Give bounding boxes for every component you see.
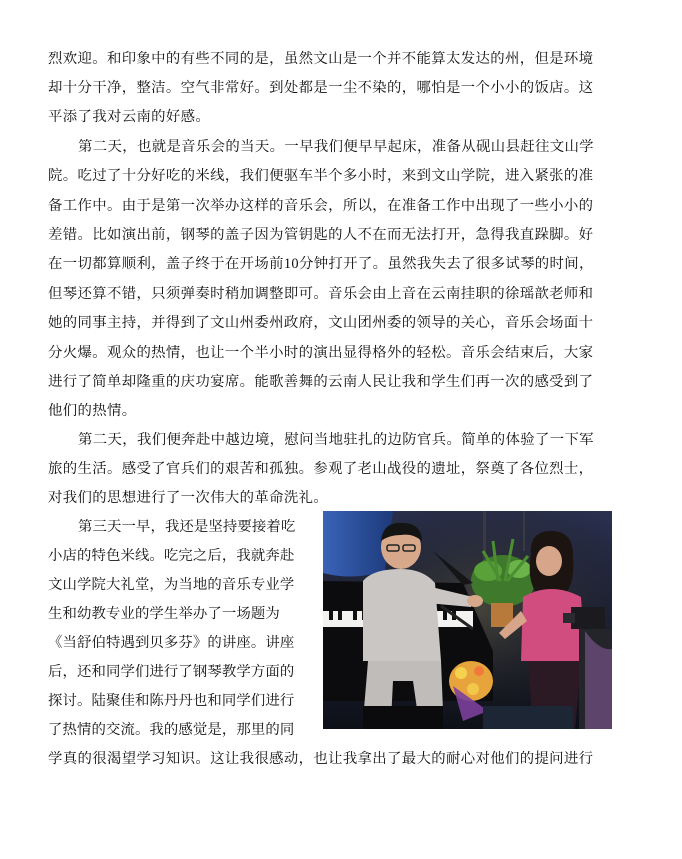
text-line: 却十分干净，整洁。空气非常好。到处都是一尘不染的，哪怕是一个小小的饭店。这 bbox=[48, 80, 594, 96]
text-line: 探讨。陆聚佳和陈丹丹也和同学们进行 bbox=[48, 693, 295, 709]
text-line: 院。吃过了十分好吃的米线，我们便驱车半个多小时，来到文山学院，进入紧张的准 bbox=[48, 168, 594, 184]
text-line: 平添了我对云南的好感。 bbox=[48, 109, 211, 125]
text-line: 第二天，也就是音乐会的当天。一早我们便早早起床，准备从砚山县赶往文山学 bbox=[78, 139, 594, 155]
text-line: 他们的热情。 bbox=[48, 403, 137, 419]
text-line: 生和幼教专业的学生举办了一场题为 bbox=[48, 606, 280, 622]
text-line: 文山学院大礼堂，为当地的音乐专业学 bbox=[48, 577, 295, 593]
lecture-photo bbox=[323, 511, 612, 729]
text-line: 进行了简单却隆重的庆功宴席。能歌善舞的云南人民让我和学生们再一次的感受到了 bbox=[48, 374, 594, 390]
text-line bbox=[48, 250, 594, 279]
text-line: 备工作中。由于是第一次举办这样的音乐会，所以，在准备工作中出现了一些小小的 bbox=[48, 198, 594, 214]
text-line: 烈欢迎。和印象中的有些不同的是，虽然文山是一个并不能算太发达的州，但是环境 bbox=[48, 51, 594, 67]
text-segment: 分钟打开了。虽然我失去了很多试琴的时间， bbox=[298, 256, 594, 272]
text-line: 第三天一早，我还是坚持要接着吃 bbox=[78, 519, 296, 535]
text-line: 旅的生活。感受了官兵们的艰苦和孤独。参观了老山战役的遗址，祭奠了各位烈士， bbox=[48, 461, 594, 477]
text-line: 小店的特色米线。吃完之后，我就奔赴 bbox=[48, 548, 295, 564]
text-line: 《当舒伯特遇到贝多芬》的讲座。讲座 bbox=[48, 635, 295, 651]
text-line: 她的同事主持，并得到了文山州委州政府，文山团州委的领导的关心，音乐会场面十 bbox=[48, 315, 594, 331]
text-line: 分火爆。观众的热情，也让一个半小时的演出显得格外的轻松。音乐会结束后，大家 bbox=[48, 345, 594, 361]
text-line: 差错。比如演出前，钢琴的盖子因为管钥匙的人不在而无法打开，急得我直跺脚。好 bbox=[48, 227, 594, 243]
text-line: 但琴还算不错，只须弹奏时稍加调整即可。音乐会由上音在云南挂职的徐瑶歆老师和 bbox=[48, 286, 594, 302]
text-line: 学真的很渴望学习知识。这让我很感动，也让我拿出了最大的耐心对他们的提问进行 bbox=[48, 751, 594, 767]
lecture-photo-illustration bbox=[323, 511, 612, 729]
text-line: 后，还和同学们进行了钢琴教学方面的 bbox=[48, 664, 295, 680]
number-ten: 10 bbox=[283, 256, 299, 272]
text-segment: 在一切都算顺利，盖子终于在开场前 bbox=[48, 256, 284, 272]
text-line: 了热情的交流。我的感觉是，那里的同 bbox=[48, 722, 295, 738]
text-line: 对我们的思想进行了一次伟大的革命洗礼。 bbox=[48, 490, 329, 506]
text-line: 第二天，我们便奔赴中越边境，慰问当地驻扎的边防官兵。简单的体验了一下军 bbox=[78, 432, 594, 448]
